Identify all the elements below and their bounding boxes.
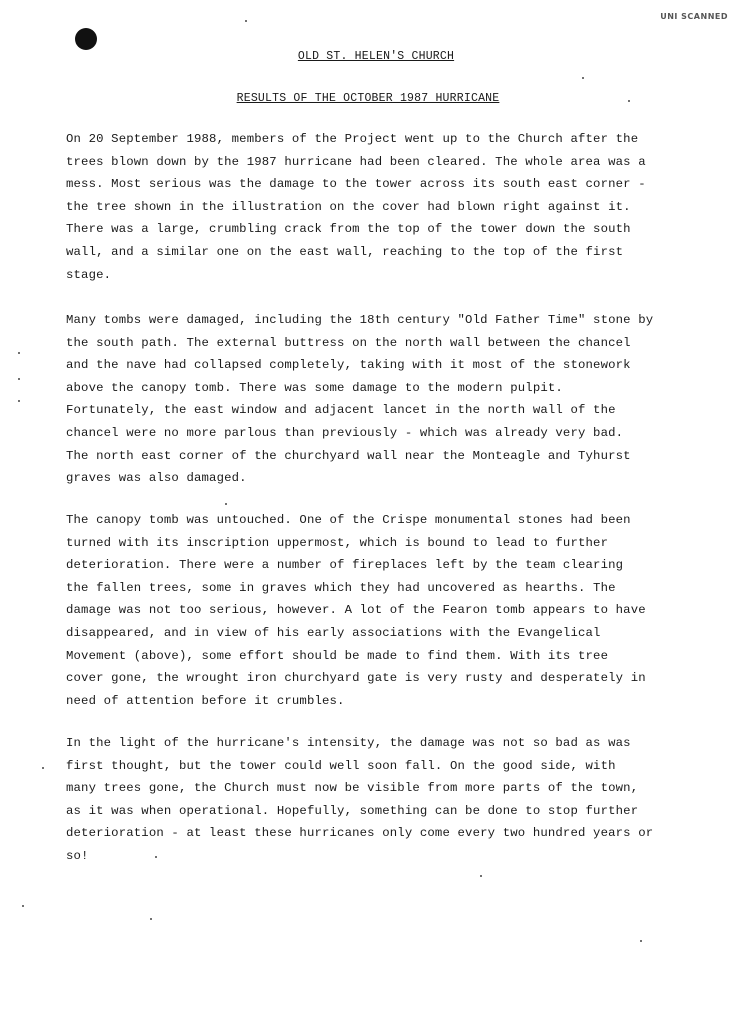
text-line: the fallen trees, some in graves which they had uncovered as hearths. The	[66, 580, 616, 595]
text-line: wall, and a similar one on the east wall, reaching to the top of the first	[66, 244, 624, 259]
text-line: The north east corner of the churchyard wall near the Monteagle and Tyhurst	[66, 448, 631, 463]
text-line: In the light of the hurricane's intensity, the damage was not so bad as was	[66, 736, 631, 750]
text-line: stage.	[66, 267, 112, 282]
scan-speck	[582, 77, 584, 79]
text-line: trees blown down by the 1987 hurricane had been cleared. The whole area was a	[66, 154, 646, 169]
paragraph-3	[66, 509, 646, 712]
text-line: many trees gone, the Church must now be visible from more parts of the town,	[66, 781, 639, 796]
text-line: damage was not too serious, however. A lot of the Fearon tomb appears to have	[66, 603, 646, 618]
punch-hole-icon	[75, 28, 97, 50]
text-line: and the nave had collapsed completely, taking with it most of the stonework	[66, 358, 631, 373]
text-line: Movement (above), some effort should be made to find them. With its tree	[66, 648, 609, 663]
text-line: first thought, but the tower could well soon fall. On the good side, with	[66, 758, 616, 773]
text-line: chancel were no more parlous than previously - which was already very bad.	[66, 425, 624, 440]
text-line: the tree shown in the illustration on the cover had blown right against it.	[66, 199, 631, 214]
text-line: disappeared, and in view of his early associations with the Evangelical	[66, 625, 601, 640]
scan-speck	[640, 940, 642, 942]
text-line: cover gone, the wrought iron churchyard gate is very rusty and desperately in	[66, 671, 646, 686]
scan-speck	[18, 378, 20, 380]
scan-speck	[155, 856, 157, 858]
text-line: above the canopy tomb. There was some damage to the modern pulpit.	[66, 380, 563, 395]
scan-stamp: UNI SCANNED	[660, 12, 728, 21]
scan-speck	[42, 767, 44, 769]
text-line: turned with its inscription uppermost, which is bound to lead to further	[66, 535, 609, 550]
text-line: as it was when operational. Hopefully, something can be done to stop further	[66, 803, 639, 818]
text-line: The canopy tomb was untouched. One of the Crispe monumental stones had been	[66, 513, 631, 527]
scan-speck	[22, 905, 24, 907]
scan-speck	[18, 400, 20, 402]
scan-speck	[480, 875, 482, 877]
text-line: graves was also damaged.	[66, 471, 247, 486]
scan-speck	[628, 100, 630, 102]
text-line: There was a large, crumbling crack from the top of the tower down the south	[66, 222, 631, 237]
text-line: need of attention before it crumbles.	[66, 693, 345, 708]
scan-speck	[225, 503, 227, 505]
text-line: the south path. The external buttress on the north wall between the chancel	[66, 335, 631, 350]
paragraph-2	[66, 309, 654, 490]
text-line: mess. Most serious was the damage to the tower across its south east corner -	[66, 177, 646, 192]
text-line: so!	[66, 848, 89, 863]
text-line: On 20 September 1988, members of the Project went up to the Church after the	[66, 132, 639, 146]
document-subtitle: RESULTS OF THE OCTOBER 1987 HURRICANE	[236, 92, 500, 105]
scan-speck	[150, 918, 152, 920]
paragraph-1	[66, 128, 646, 286]
document-title: OLD ST. HELEN'S CHURCH	[297, 50, 455, 63]
text-line: Many tombs were damaged, including the 18th century "Old Father Time" stone by	[66, 313, 654, 327]
scan-speck	[18, 352, 20, 354]
scan-speck	[245, 20, 247, 22]
paragraph-4	[66, 732, 654, 868]
text-line: deterioration. There were a number of fireplaces left by the team clearing	[66, 558, 624, 573]
text-line: deterioration - at least these hurricanes only come every two hundred years or	[66, 826, 654, 841]
text-line: Fortunately, the east window and adjacent lancet in the north wall of the	[66, 403, 616, 418]
